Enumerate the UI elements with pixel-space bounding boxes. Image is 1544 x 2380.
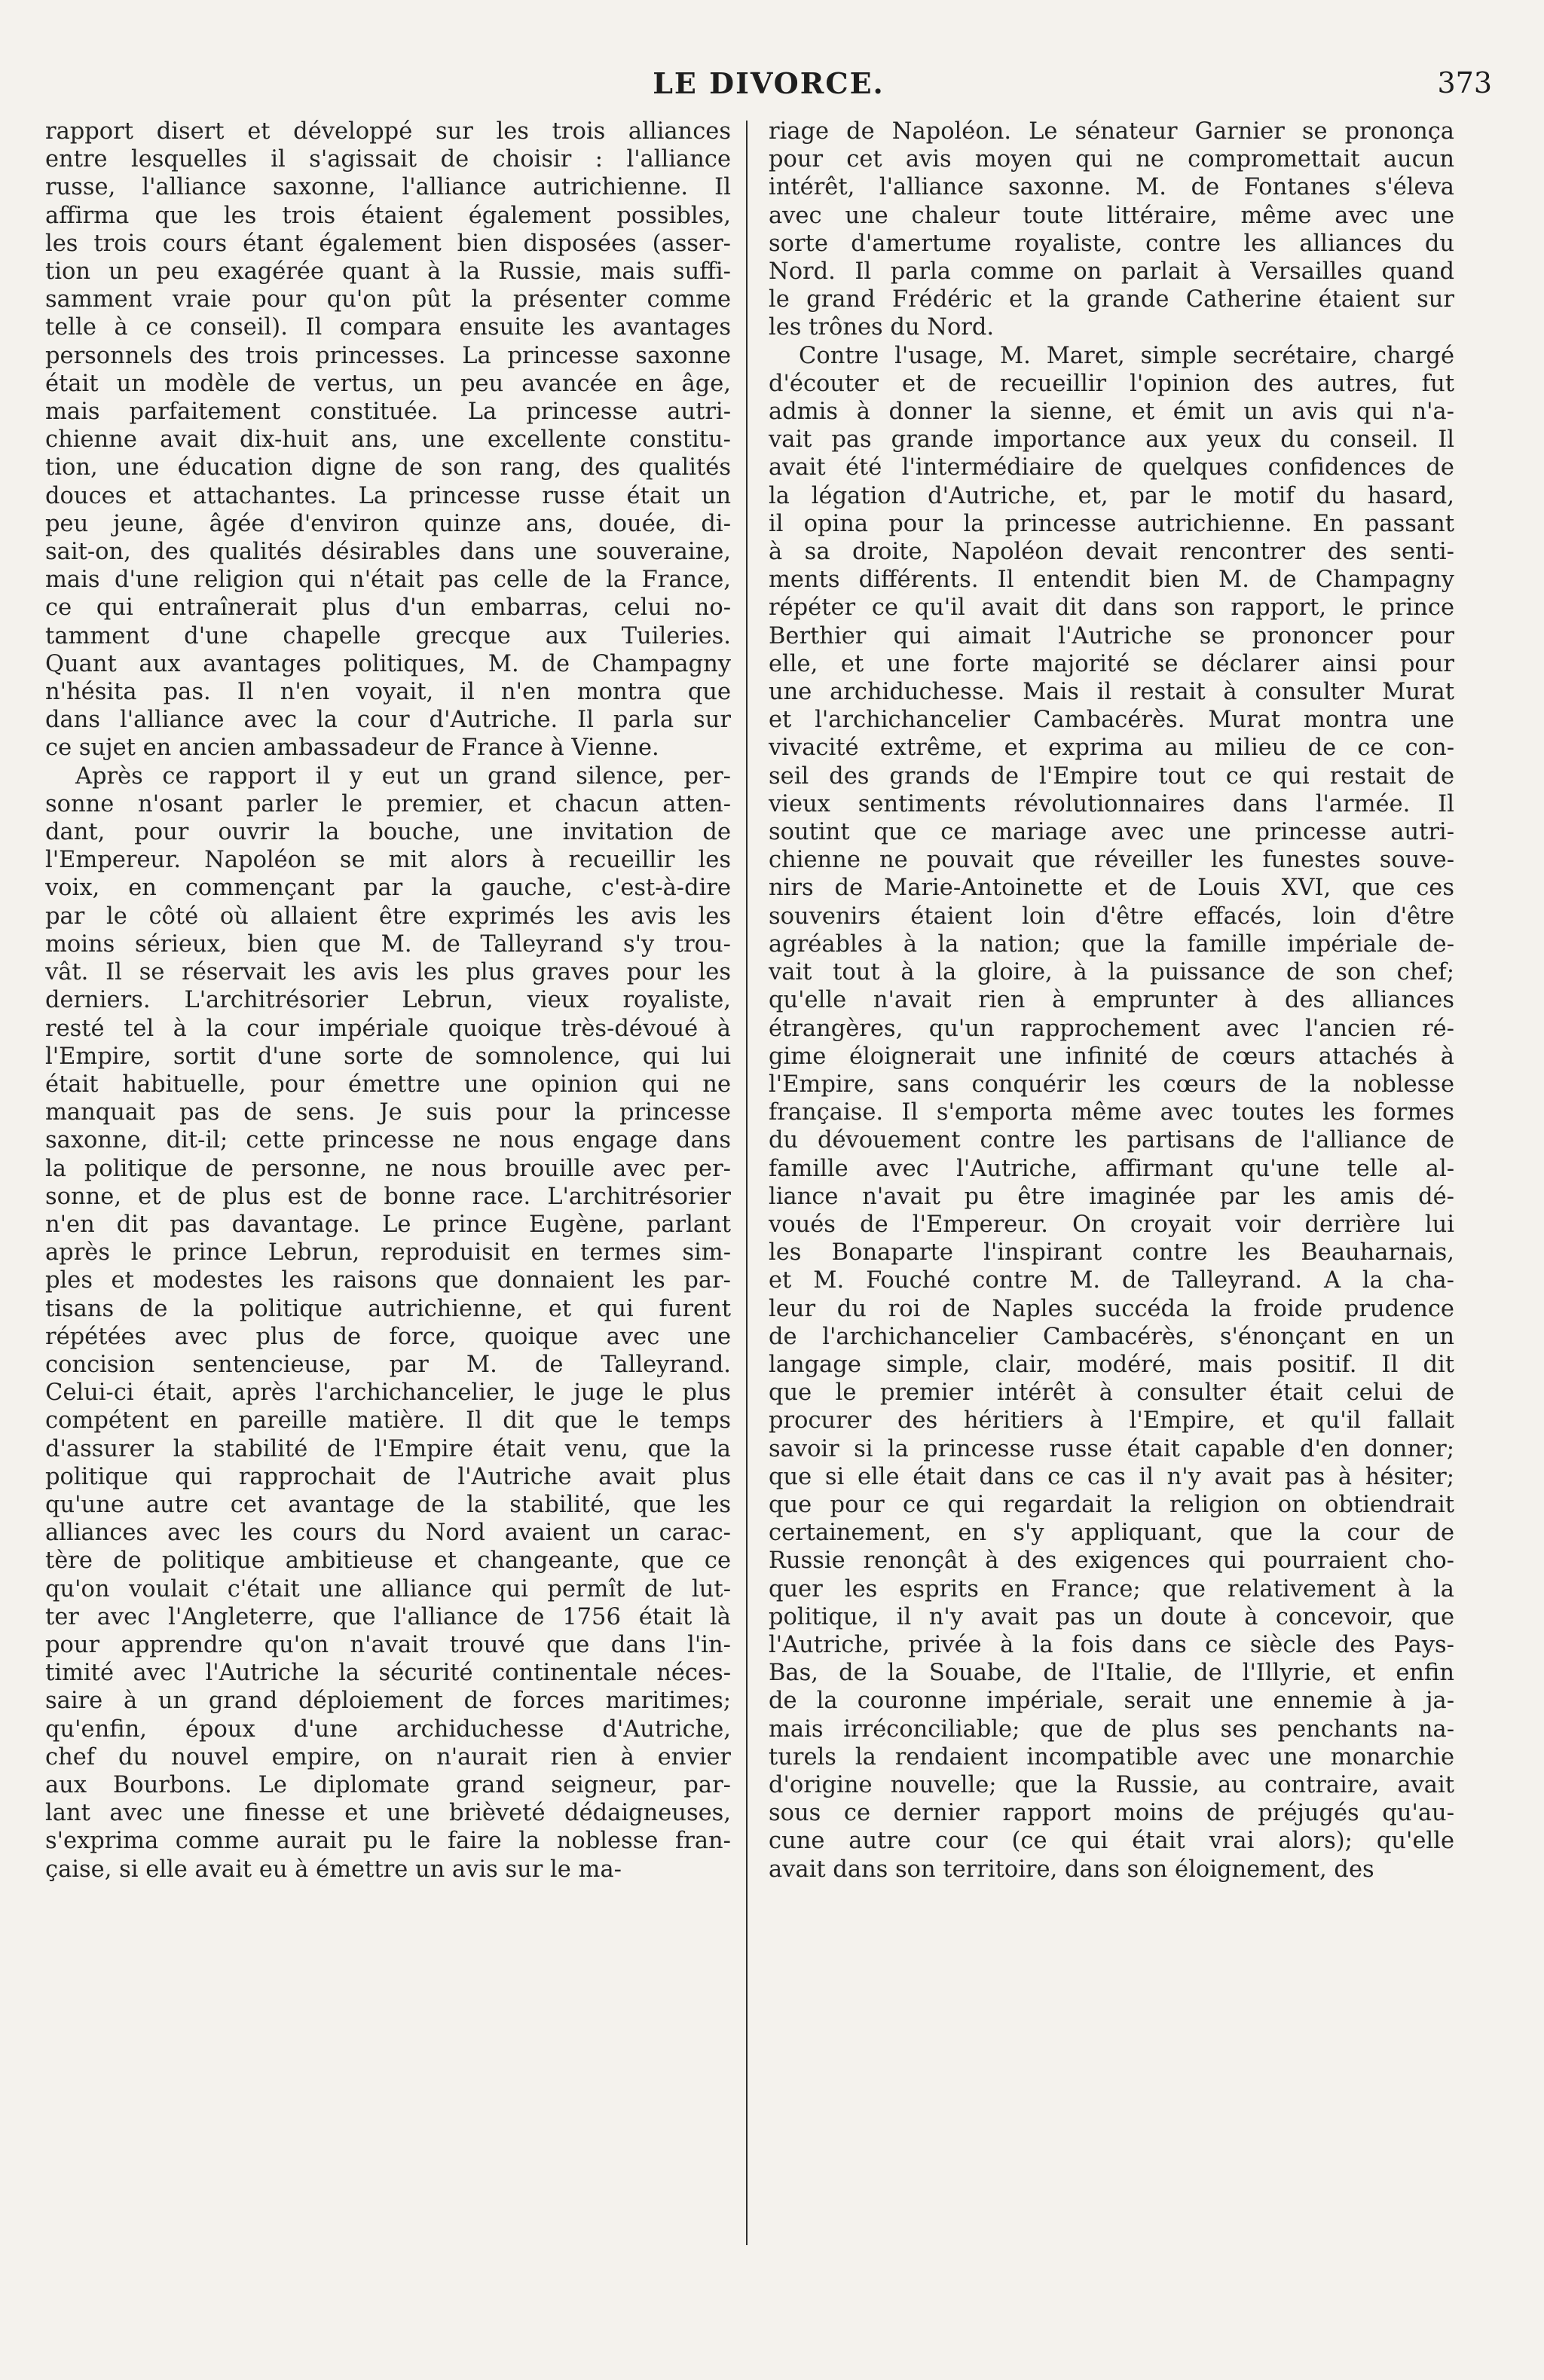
text-line: vait tout à la gloire, à la puissance de son chef; bbox=[769, 959, 1454, 986]
text-line: n'en dit pas davantage. Le prince Eugène, parlant bbox=[45, 1211, 731, 1238]
text-line: voués de l'Empereur. On croyait voir derrière lui bbox=[769, 1211, 1454, 1238]
text-line: ce sujet en ancien ambassadeur de France à Vienne. bbox=[45, 735, 659, 762]
text-line: vait pas grande importance aux yeux du conseil. Il bbox=[769, 426, 1454, 454]
text-line: aux Bourbons. Le diplomate grand seigneur, par- bbox=[45, 1771, 731, 1798]
text-line: mais d'une religion qui n'était pas celle de la France, bbox=[45, 567, 731, 594]
text-line: russe, l'alliance saxonne, l'alliance autrichienne. Il bbox=[45, 174, 731, 201]
text-line: Contre l'usage, M. Maret, simple secrétaire, chargé bbox=[799, 342, 1454, 369]
text-line: voix, en commençant par la gauche, c'est-à-dire bbox=[45, 875, 731, 902]
text-line: certainement, en s'y appliquant, que la cour de bbox=[769, 1520, 1454, 1547]
text-line: tisans de la politique autrichienne, et qui furent bbox=[45, 1295, 731, 1322]
text-line: entre lesquelles il s'agissait de choisir : l'alliance bbox=[45, 146, 731, 173]
text-line: n'hésita pas. Il n'en voyait, il n'en montra que bbox=[45, 679, 731, 706]
text-line: manquait pas de sens. Je suis pour la princesse bbox=[45, 1099, 731, 1126]
text-line: Nord. Il parla comme on parlait à Versailles quand bbox=[769, 258, 1454, 286]
text-line: une archiduchesse. Mais il restait à consulter Murat bbox=[769, 679, 1454, 706]
column-divider bbox=[746, 121, 748, 2245]
text-line: langage simple, clair, modéré, mais positif. Il dit bbox=[769, 1351, 1454, 1378]
text-line: mais irréconciliable; que de plus ses penchants na- bbox=[769, 1715, 1454, 1743]
text-line: et M. Fouché contre M. de Talleyrand. A la cha- bbox=[769, 1267, 1454, 1294]
text-line: derniers. L'architrésorier Lebrun, vieux royaliste, bbox=[45, 987, 731, 1014]
running-title: LE DIVORCE. bbox=[653, 66, 885, 100]
text-line: que le premier intérêt à consulter était celui de bbox=[769, 1379, 1454, 1407]
text-line: concision sentencieuse, par M. de Talleyrand. bbox=[45, 1351, 731, 1378]
text-line: admis à donner la sienne, et émit un avis qui n'a- bbox=[769, 399, 1454, 426]
text-line: de la couronne impériale, serait une ennemie à ja- bbox=[769, 1688, 1454, 1715]
text-line: que pour ce qui regardait la religion on obtiendrait bbox=[769, 1491, 1454, 1518]
text-line: ments différents. Il entendit bien M. de Champagny bbox=[769, 567, 1454, 594]
text-line: mais parfaitement constituée. La princesse autri- bbox=[45, 399, 731, 426]
text-line: samment vraie pour qu'on pût la présenter comme bbox=[45, 286, 731, 313]
text-line: d'origine nouvelle; que la Russie, au contraire, avait bbox=[769, 1771, 1454, 1798]
text-line: l'Empereur. Napoléon se mit alors à recueillir les bbox=[45, 847, 731, 874]
text-line: politique, il n'y avait pas un doute à concevoir, que bbox=[769, 1603, 1454, 1630]
left-text-column bbox=[45, 118, 731, 1884]
text-line: Celui-ci était, après l'archichancelier, le juge le plus bbox=[45, 1379, 731, 1407]
text-line: sait-on, des qualités désirables dans une souveraine, bbox=[45, 539, 731, 566]
text-line: telle à ce conseil). Il compara ensuite les avantages bbox=[45, 314, 731, 341]
text-line: ce qui entraînerait plus d'un embarras, celui no- bbox=[45, 594, 731, 622]
text-line: la légation d'Autriche, et, par le motif du hasard, bbox=[769, 482, 1454, 509]
text-line: lant avec une finesse et une brièveté dédaigneuses, bbox=[45, 1800, 731, 1827]
text-line: personnels des trois princesses. La princesse saxonne bbox=[45, 342, 731, 369]
text-line: ples et modestes les raisons que donnaient les par- bbox=[45, 1267, 731, 1294]
text-line: tère de politique ambitieuse et changeante, que ce bbox=[45, 1547, 731, 1575]
text-line: les trônes du Nord. bbox=[769, 314, 995, 341]
text-line: était habituelle, pour émettre une opinion qui ne bbox=[45, 1071, 731, 1098]
text-line: française. Il s'emporta même avec toutes les formes bbox=[769, 1099, 1454, 1126]
text-line: vieux sentiments révolutionnaires dans l'armée. Il bbox=[769, 790, 1454, 817]
text-line: gime éloignerait une infinité de cœurs attachés à bbox=[769, 1043, 1454, 1070]
text-line: liance n'avait pu être imaginée par les amis dé- bbox=[769, 1183, 1454, 1210]
text-line: seil des grands de l'Empire tout ce qui restait de bbox=[769, 762, 1454, 790]
text-line: chienne avait dix-huit ans, une excellente constitu- bbox=[45, 426, 731, 454]
text-line: intérêt, l'alliance saxonne. M. de Fontanes s'éleva bbox=[769, 174, 1454, 201]
text-line: douces et attachantes. La princesse russe était un bbox=[45, 482, 731, 509]
text-line: avait dans son territoire, dans son éloignement, des bbox=[769, 1856, 1374, 1883]
page-number: 373 bbox=[1437, 66, 1492, 99]
text-line: l'Empire, sans conquérir les cœurs de la noblesse bbox=[769, 1071, 1454, 1098]
text-line: vât. Il se réservait les avis les plus graves pour les bbox=[45, 959, 731, 986]
text-line: il opina pour la princesse autrichienne. En passant bbox=[769, 510, 1454, 537]
text-line: le grand Frédéric et la grande Catherine étaient sur bbox=[769, 286, 1454, 313]
text-line: chienne ne pouvait que réveiller les funestes souve- bbox=[769, 847, 1454, 874]
text-line: soutint que ce mariage avec une princesse autri- bbox=[769, 819, 1454, 846]
text-line: famille avec l'Autriche, affirmant qu'une telle al- bbox=[769, 1155, 1454, 1182]
text-line: chef du nouvel empire, on n'aurait rien à envier bbox=[45, 1743, 731, 1770]
text-line: Quant aux avantages politiques, M. de Champagny bbox=[45, 650, 731, 677]
text-line: s'exprima comme aurait pu le faire la noblesse fran- bbox=[45, 1828, 731, 1855]
text-line: vivacité extrême, et exprima au milieu de ce con- bbox=[769, 735, 1454, 762]
text-line: çaise, si elle avait eu à émettre un avis sur le ma- bbox=[45, 1856, 622, 1883]
text-line: pour cet avis moyen qui ne compromettait aucun bbox=[769, 146, 1454, 173]
text-line: que si elle était dans ce cas il n'y avait pas à hésiter; bbox=[769, 1463, 1454, 1490]
text-line: l'Empire, sortit d'une sorte de somnolence, qui lui bbox=[45, 1043, 731, 1070]
text-line: tamment d'une chapelle grecque aux Tuileries. bbox=[45, 622, 731, 649]
text-line: peu jeune, âgée d'environ quinze ans, douée, di- bbox=[45, 510, 731, 537]
text-line: avec une chaleur toute littéraire, même avec une bbox=[769, 202, 1454, 229]
text-line: tion, une éducation digne de son rang, des qualités bbox=[45, 454, 731, 481]
text-line: après le prince Lebrun, reproduisit en termes sim- bbox=[45, 1239, 731, 1266]
text-line: cune autre cour (ce qui était vrai alors); qu'elle bbox=[769, 1828, 1454, 1855]
text-line: affirma que les trois étaient également possibles, bbox=[45, 202, 731, 229]
text-line: nirs de Marie-Antoinette et de Louis XVI, que ces bbox=[769, 875, 1454, 902]
text-line: avait été l'intermédiaire de quelques confidences de bbox=[769, 454, 1454, 481]
right-text-column bbox=[769, 118, 1454, 1884]
text-line: politique qui rapprochait de l'Autriche avait plus bbox=[45, 1463, 731, 1490]
text-line: qu'on voulait c'était une alliance qui permît de lut- bbox=[45, 1575, 731, 1602]
text-line: les trois cours étant également bien disposées (asser- bbox=[45, 230, 731, 257]
text-line: l'Autriche, privée à la fois dans ce siècle des Pays- bbox=[769, 1631, 1454, 1658]
text-line: turels la rendaient incompatible avec une monarchie bbox=[769, 1743, 1454, 1770]
text-line: répétées avec plus de force, quoique avec une bbox=[45, 1323, 731, 1350]
text-line: qu'une autre cet avantage de la stabilité, que les bbox=[45, 1491, 731, 1518]
text-line: quer les esprits en France; que relativement à la bbox=[769, 1575, 1454, 1602]
text-line: Russie renonçât à des exigences qui pourraient cho- bbox=[769, 1547, 1454, 1575]
text-line: qu'elle n'avait rien à emprunter à des alliances bbox=[769, 987, 1454, 1014]
text-line: Berthier qui aimait l'Autriche se prononcer pour bbox=[769, 622, 1454, 649]
text-line: sorte d'amertume royaliste, contre les alliances du bbox=[769, 230, 1454, 257]
text-line: étrangères, qu'un rapprochement avec l'ancien ré- bbox=[769, 1015, 1454, 1042]
text-line: dant, pour ouvrir la bouche, une invitation de bbox=[45, 819, 731, 846]
text-line: du dévouement contre les partisans de l'alliance de bbox=[769, 1127, 1454, 1154]
text-line: compétent en pareille matière. Il dit que le temps bbox=[45, 1407, 731, 1434]
text-line: tion un peu exagérée quant à la Russie, mais suffi- bbox=[45, 258, 731, 286]
text-line: les Bonaparte l'inspirant contre les Beauharnais, bbox=[769, 1239, 1454, 1266]
text-line: elle, et une forte majorité se déclarer ainsi pour bbox=[769, 650, 1454, 677]
text-line: timité avec l'Autriche la sécurité continentale néces- bbox=[45, 1660, 731, 1687]
text-line: riage de Napoléon. Le sénateur Garnier se prononça bbox=[769, 118, 1454, 145]
text-line: sonne n'osant parler le premier, et chacun atten- bbox=[45, 790, 731, 817]
text-line: moins sérieux, bien que M. de Talleyrand s'y trou- bbox=[45, 930, 731, 958]
text-line: et l'archichancelier Cambacérès. Murat montra une bbox=[769, 707, 1454, 734]
text-line: pour apprendre qu'on n'avait trouvé que dans l'in- bbox=[45, 1631, 731, 1658]
text-line: leur du roi de Naples succéda la froide prudence bbox=[769, 1295, 1454, 1322]
text-line: agréables à la nation; que la famille impériale de- bbox=[769, 930, 1454, 958]
text-line: la politique de personne, ne nous brouille avec per- bbox=[45, 1155, 731, 1182]
text-line: qu'enfin, époux d'une archiduchesse d'Autriche, bbox=[45, 1715, 731, 1743]
text-line: procurer des héritiers à l'Empire, et qu'il fallait bbox=[769, 1407, 1454, 1434]
text-line: dans l'alliance avec la cour d'Autriche. Il parla sur bbox=[45, 707, 731, 734]
text-line: ter avec l'Angleterre, que l'alliance de 1756 était là bbox=[45, 1603, 731, 1630]
text-line: Après ce rapport il y eut un grand silence, per- bbox=[75, 762, 731, 790]
text-line: Bas, de la Souabe, de l'Italie, de l'Illyrie, et enfin bbox=[769, 1660, 1454, 1687]
text-line: de l'archichancelier Cambacérès, s'énonçant en un bbox=[769, 1323, 1454, 1350]
text-line: sonne, et de plus est de bonne race. L'architrésorier bbox=[45, 1183, 731, 1210]
text-line: sous ce dernier rapport moins de préjugés qu'au- bbox=[769, 1800, 1454, 1827]
text-line: saire à un grand déploiement de forces maritimes; bbox=[45, 1688, 731, 1715]
text-line: d'écouter et de recueillir l'opinion des autres, fut bbox=[769, 370, 1454, 397]
text-line: par le côté où allaient être exprimés les avis les bbox=[45, 903, 731, 930]
text-line: souvenirs étaient loin d'être effacés, loin d'être bbox=[769, 903, 1454, 930]
text-line: resté tel à la cour impériale quoique très-dévoué à bbox=[45, 1015, 731, 1042]
text-line: rapport disert et développé sur les trois alliances bbox=[45, 118, 731, 145]
text-line: répéter ce qu'il avait dit dans son rapport, le prince bbox=[769, 594, 1454, 622]
text-line: était un modèle de vertus, un peu avancée en âge, bbox=[45, 370, 731, 397]
text-line: alliances avec les cours du Nord avaient un carac- bbox=[45, 1520, 731, 1547]
running-header bbox=[45, 66, 1492, 112]
text-line: d'assurer la stabilité de l'Empire était venu, que la bbox=[45, 1435, 731, 1462]
text-line: saxonne, dit-il; cette princesse ne nous engage dans bbox=[45, 1127, 731, 1154]
text-line: savoir si la princesse russe était capable d'en donner; bbox=[769, 1435, 1454, 1462]
text-line: à sa droite, Napoléon devait rencontrer des senti- bbox=[769, 539, 1454, 566]
